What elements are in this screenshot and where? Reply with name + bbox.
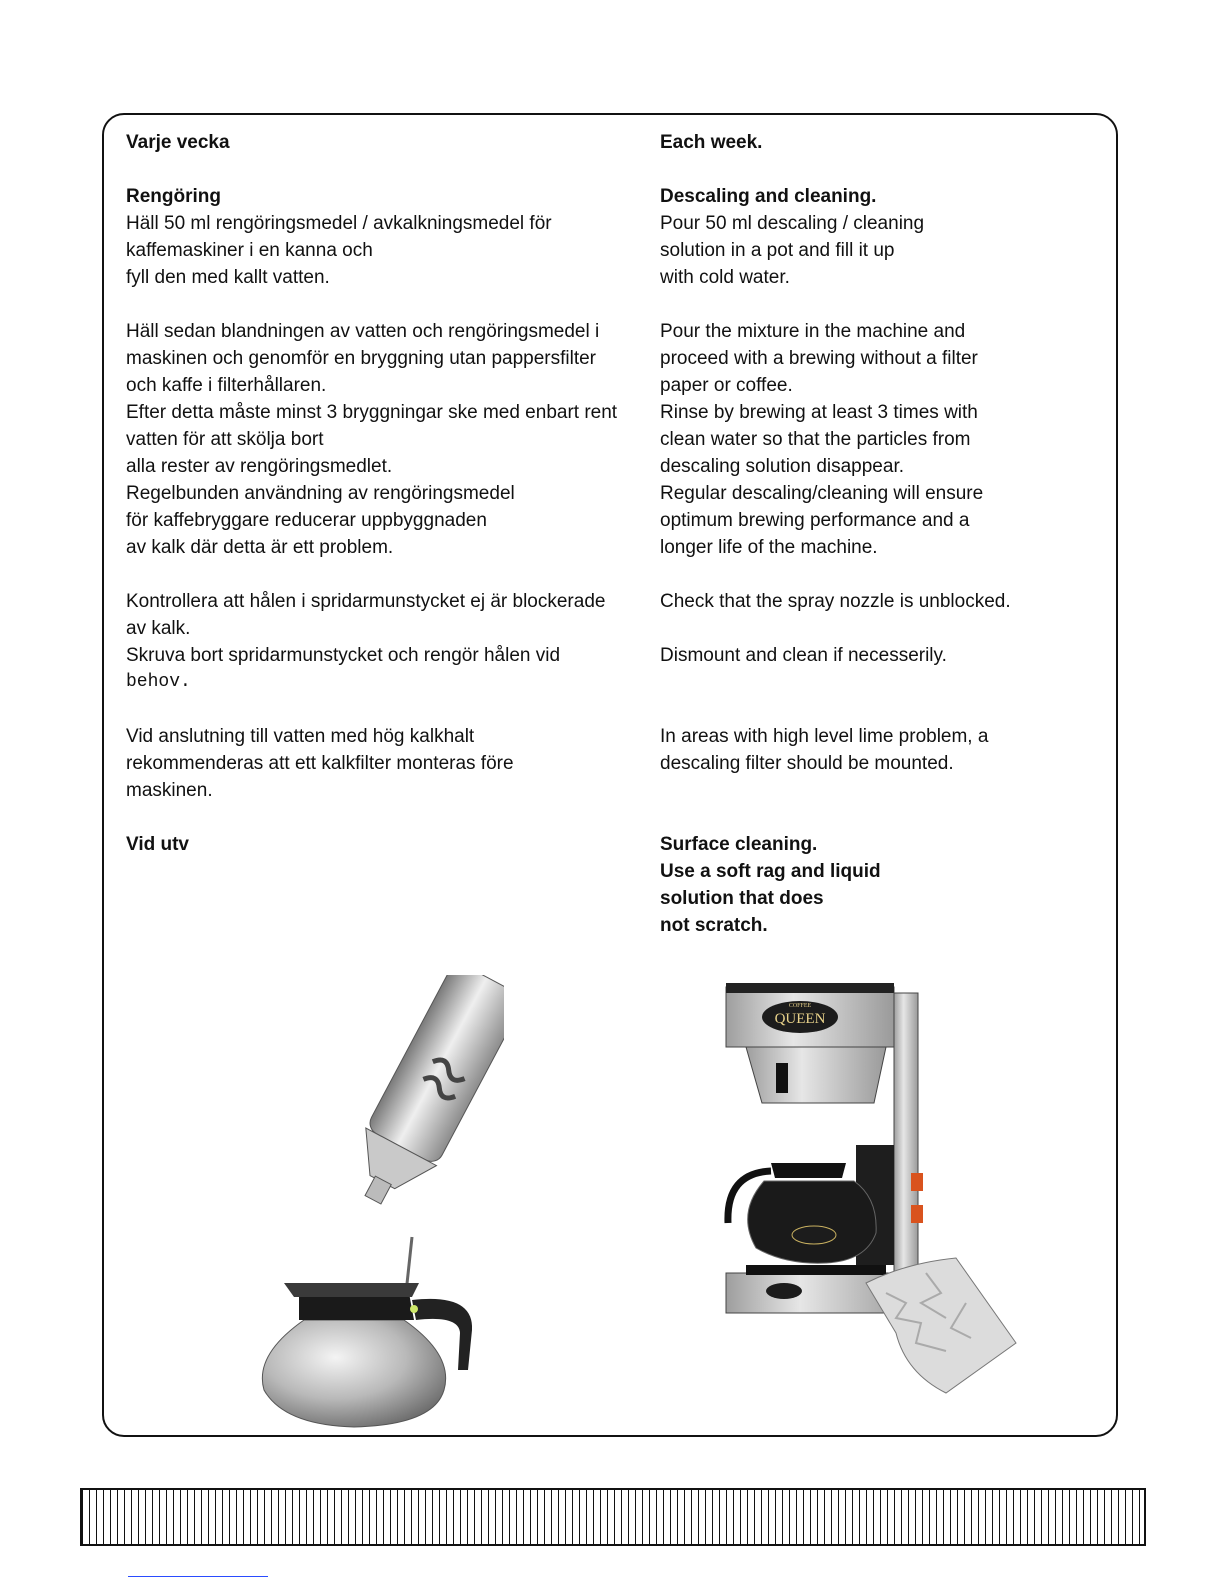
text-line: with cold water. xyxy=(660,267,790,288)
bottle-icon xyxy=(338,975,504,1219)
text-line: In areas with high level lime problem, a xyxy=(660,726,989,747)
text-line: alla rester av rengöringsmedlet. xyxy=(126,456,393,477)
text-line: Vid anslutning till vatten med hög kalkhalt xyxy=(126,726,475,747)
text-line: av kalk där detta är ett problem. xyxy=(126,537,394,558)
text-line: Dismount and clean if necesserily. xyxy=(660,645,947,666)
text-line: Kontrollera att hålen i spridarmunstycket ej är blockerade xyxy=(126,591,606,612)
carafe-icon xyxy=(262,1283,472,1427)
text-line: not scratch. xyxy=(660,915,768,936)
cloth-icon xyxy=(866,1258,1016,1393)
text-line: Use a soft rag and liquid xyxy=(660,861,881,882)
section-title-en: Descaling and cleaning. xyxy=(660,186,877,207)
footer-stripe-bar xyxy=(80,1488,1146,1546)
text-line: Häll sedan blandningen av vatten och rengöringsmedel i xyxy=(126,321,600,342)
text-line: descaling filter should be mounted. xyxy=(660,753,954,774)
text-line: optimum brewing performance and a xyxy=(660,510,970,531)
text-line: för kaffebryggare reducerar uppbyggnaden xyxy=(126,510,487,531)
text-line: rekommenderas att ett kalkfilter monteras före xyxy=(126,753,514,774)
text-line: behov. xyxy=(126,672,191,692)
text-line: vatten för att skölja bort xyxy=(126,429,324,450)
coffee-machine-illustration xyxy=(716,973,1036,1413)
text-line: proceed with a brewing without a filter xyxy=(660,348,978,369)
text-line: Check that the spray nozzle is unblocked. xyxy=(660,591,1011,612)
footer-line xyxy=(128,1576,268,1577)
section-title-sv: Rengöring xyxy=(126,186,221,207)
heading-en: Each week. xyxy=(660,132,763,153)
content-frame xyxy=(102,113,1118,1437)
text-line: Efter detta måste minst 3 bryggningar ske med enbart rent xyxy=(126,402,618,423)
text-line: Pour 50 ml descaling / cleaning xyxy=(660,213,925,234)
text-line: Skruva bort spridarmunstycket och rengör hålen vid xyxy=(126,645,561,666)
text-line: solution in a pot and fill it up xyxy=(660,240,895,261)
surface-heading-sv: Vid utv xyxy=(126,834,189,855)
text-line: clean water so that the particles from xyxy=(660,429,971,450)
surface-heading-en: Surface cleaning. xyxy=(660,834,818,855)
text-line: Pour the mixture in the machine and xyxy=(660,321,966,342)
text-line: Rinse by brewing at least 3 times with xyxy=(660,402,978,423)
coffee-logo-small: COFFEE xyxy=(788,1003,812,1009)
text-line: maskinen och genomför en bryggning utan pappersfilter xyxy=(126,348,597,369)
text-line: av kalk. xyxy=(126,618,191,639)
text-line: Regelbunden användning av rengöringsmedel xyxy=(126,483,515,504)
swedish-column xyxy=(126,129,626,858)
text-line: Häll 50 ml rengöringsmedel / avkalkningsmedel för xyxy=(126,213,552,234)
text-line: Regular descaling/cleaning will ensure xyxy=(660,483,984,504)
text-line: fyll den med kallt vatten. xyxy=(126,267,330,288)
coffee-machine-icon xyxy=(726,983,923,1313)
text-line: och kaffe i filterhållaren. xyxy=(126,375,327,396)
queen-logo: QUEEN xyxy=(774,1011,826,1027)
text-line: paper or coffee. xyxy=(660,375,793,396)
heading-sv: Varje vecka xyxy=(126,132,230,153)
text-line: longer life of the machine. xyxy=(660,537,878,558)
text-line: kaffemaskiner i en kanna och xyxy=(126,240,373,261)
text-line: maskinen. xyxy=(126,780,213,801)
english-column xyxy=(660,129,1110,939)
text-line: solution that does xyxy=(660,888,824,909)
text-line: descaling solution disappear. xyxy=(660,456,905,477)
bottle-carafe-illustration xyxy=(244,975,504,1435)
